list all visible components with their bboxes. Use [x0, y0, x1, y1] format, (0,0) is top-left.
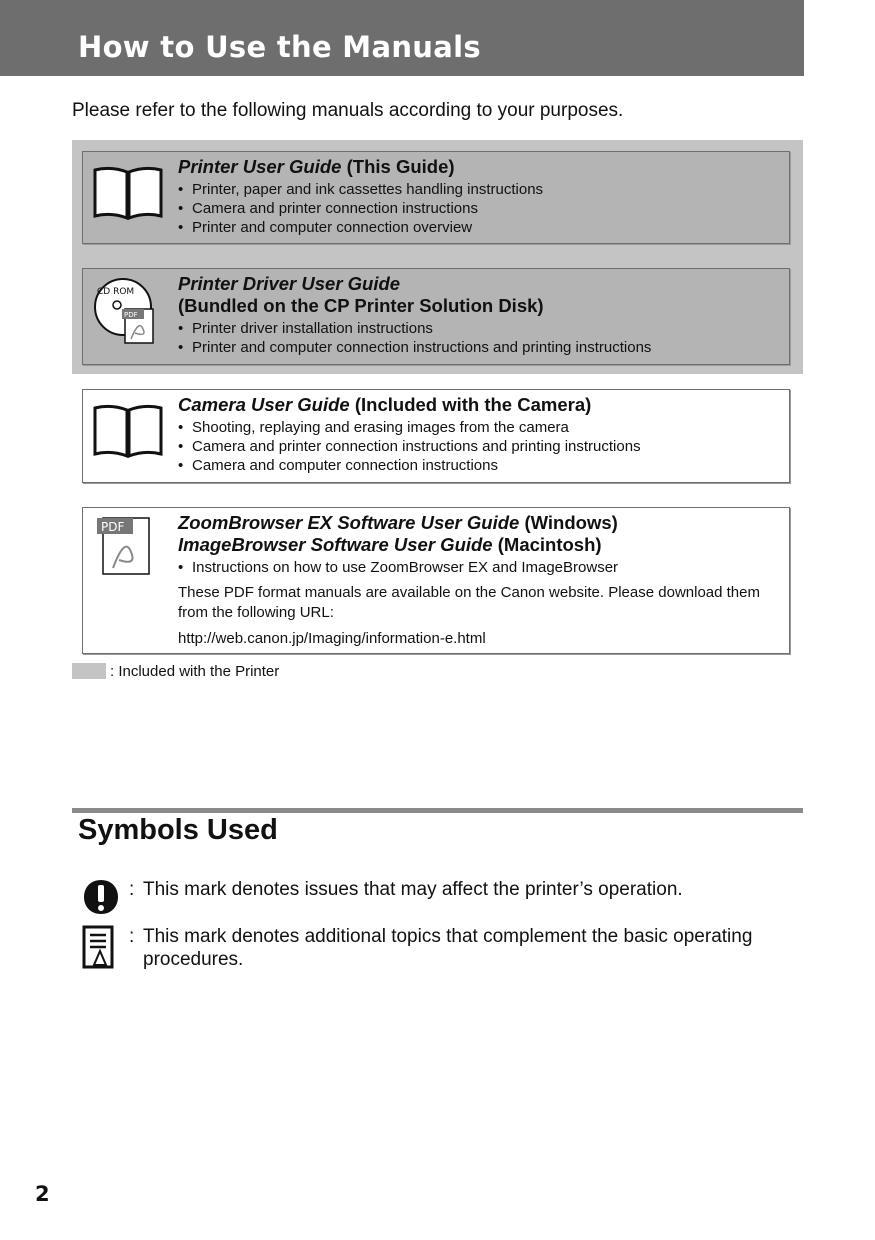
list-item: • Printer, paper and ink cassettes handling instructions: [178, 180, 781, 199]
symbol-description: This mark denotes additional topics that complement the basic operating procedures.: [143, 926, 753, 970]
list-item: • Printer and computer connection overview: [178, 218, 781, 237]
list-item: • Printer and computer connection instructions and printing instructions: [178, 338, 781, 357]
download-note: These PDF format manuals are available on the Canon website. Please download them from the following URL:: [178, 584, 760, 621]
header-bar: [0, 0, 804, 76]
svg-text:CD ROM: CD ROM: [97, 287, 135, 297]
section-divider: [72, 808, 803, 813]
guide-title: ZoomBrowser EX Software User Guide (Windows): [178, 512, 618, 533]
memo-note-icon: [82, 925, 114, 974]
guide-printer-user-guide: [82, 151, 790, 244]
cd-rom-pdf-icon: [91, 275, 161, 354]
svg-text:PDF: PDF: [101, 520, 125, 534]
list-item: • Instructions on how to use ZoomBrowser EX and ImageBrowser: [178, 558, 781, 577]
legend: [72, 663, 279, 680]
list-item: • Camera and computer connection instructions: [178, 456, 781, 475]
symbols-section-title: Symbols Used: [78, 814, 278, 846]
list-item: • Shooting, replaying and erasing images from the camera: [178, 418, 781, 437]
guide-bullets: [178, 558, 781, 577]
guide-title: Printer Driver User Guide: [178, 273, 401, 294]
svg-text:PDF: PDF: [124, 311, 138, 319]
list-item: • Camera and printer connection instructions: [178, 199, 781, 218]
caution-exclamation-icon: [82, 878, 120, 921]
page-title: How to Use the Manuals: [78, 30, 481, 64]
guide-bullets: [178, 180, 781, 237]
book-icon: [91, 402, 165, 465]
list-item: • Camera and printer connection instructions and printing instructions: [178, 437, 781, 456]
intro-text: Please refer to the following manuals according to your purposes.: [72, 100, 624, 121]
guide-title: Printer User Guide (This Guide): [178, 156, 455, 177]
list-item: • Printer driver installation instructions: [178, 319, 781, 338]
guide-bullets: [178, 319, 781, 357]
guide-camera-user-guide: [82, 389, 790, 483]
guide-printer-driver-user-guide: [82, 268, 790, 365]
legend-swatch: [72, 663, 106, 679]
guide-bullets: [178, 418, 781, 475]
symbol-description: This mark denotes issues that may affect the printer’s operation.: [143, 879, 683, 900]
page-number: 2: [35, 1182, 50, 1206]
guide-title-2: ImageBrowser Software User Guide (Macintosh): [178, 534, 602, 555]
legend-text: : Included with the Printer: [110, 663, 280, 680]
pdf-document-icon: [91, 514, 155, 583]
guide-title: Camera User Guide (Included with the Camera): [178, 394, 592, 415]
book-icon: [91, 164, 165, 227]
download-url: http://web.canon.jp/Imaging/information-e.html: [178, 630, 486, 647]
guide-software-user-guides: [82, 507, 790, 654]
guide-subtitle: (Bundled on the CP Printer Solution Disk): [178, 295, 544, 316]
